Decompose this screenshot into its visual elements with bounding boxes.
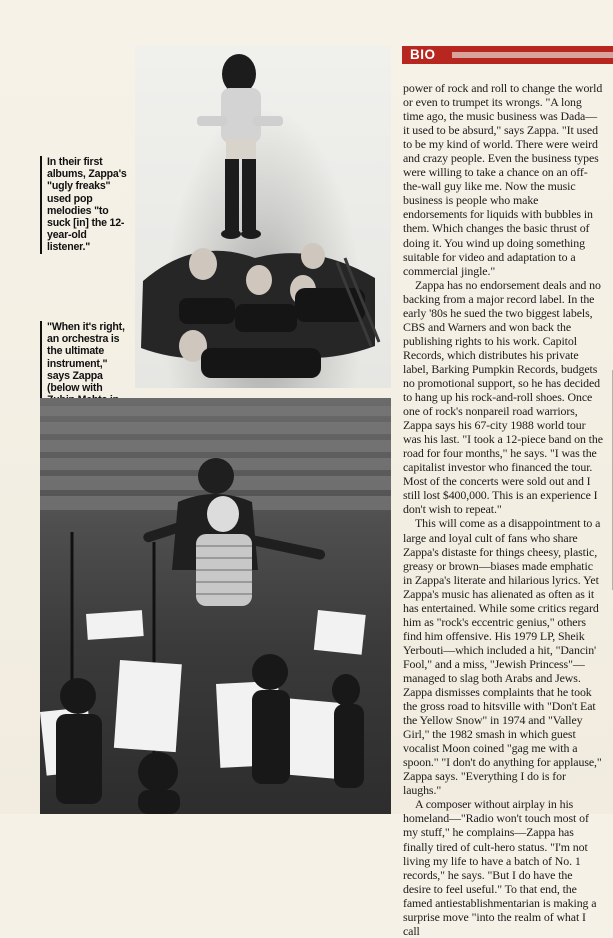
- article-paragraph-4: A composer without airplay in his homeland—"Radio won't touch most of my stuff," he complains—Zappa has finally tired of cult-hero status. "I'm not living my life to have a batch of No. 1 records," he says. "But I do have the desire to feel useful." To that end, the famed antiestablishmentarian is making a surprise move "into the realm of what I call: [403, 797, 597, 938]
- photo-caption-top: In their first albums, Zappa's "ugly freaks" used pop melodies "to suck [in] the 12-year-old listener.": [40, 156, 130, 254]
- zappa-band-photo-illustration: [135, 46, 391, 388]
- article-paragraph-2: Zappa has no endorsement deals and no backing from a major record label. In the early '80s he sued the two biggest labels, CBS and Warners and won back the publishing rights to his work. Capitol Records, which distributes his private label, Barking Pumpkin Records, budgets no promotional support, so he has decided to hang up his rock-and-roll shoes. Once one of rock's nonpareil road warriors, Zappa says his 67-city 1988 world tour was his last. "I took a 12-piece band on the road for four months," he says. "I was the capitalist investor who financed the tour. Most of the concerts were sold out and I still lost $400,000. This is an experience I don't wish to repeat.": [403, 277, 603, 517]
- article-paragraph-1: power of rock and roll to change the world or even to trumpet its wrongs. "A long time ago, the music business was Dada—it used to be absurd," says Zappa. "It used to be my kind of world. There were weird and crazy people. Even the business types were willing to take a chance on an off-the-wall guy like me. Now the music business is people who make endorsements for liquids with bubbles in them. Which changes the basic thrust of doing it. You wind up doing something suitable for video and adaptation to a commercial jingle.": [403, 81, 603, 278]
- bio-section-rule: [452, 52, 613, 58]
- zappa-orchestra-photo: [40, 398, 391, 814]
- article-body: [403, 81, 603, 938]
- photo-caption-bottom: "When it's right, an orchestra is the ultimate instrument," says Zappa (below with: [40, 321, 130, 419]
- bio-section-tag: [402, 46, 613, 64]
- zappa-orchestra-photo-illustration: [40, 398, 391, 814]
- zappa-band-photo: [135, 46, 391, 388]
- bio-section-label: BIO: [406, 47, 440, 63]
- article-paragraph-3: This will come as a disappointment to a large and loyal cult of fans who share Zappa's distaste for things cheesy, plastic, greasy or brown—biases made emphatic in Zappa's literate and hilarious lyrics. Yet Zappa's music has alienated as often as it has entertained. While some critics regard him as "rock's eccentric genius," others find him offensive. His 1979 LP, Sheik Yerbouti—which included a hit, "Dancin' Fool," and a miss, "Jewish Princess"—managed to slag both Arabs and Jews. Zappa dismisses complaints that he took the gross road to hitsville with "Don't Eat the Yellow Snow" in 1974 and "Valley Girl," the 1982 smash in which guest vocalist Moon coined "gag me with a spoon." "I don't do anything for applause," Zappa says. "Everything I do is for laughs.": [403, 516, 602, 798]
